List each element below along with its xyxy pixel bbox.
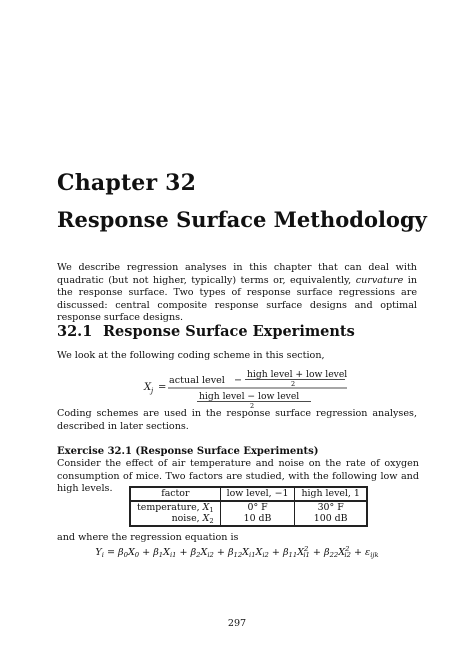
regression-intro: and where the regression equation is: [57, 532, 239, 543]
intro-text-before: We describe regression analyses in this chapter that can deal with quadratic (but not higher, typically) terms or, equivalently,: [57, 262, 417, 286]
formula-lhs-var: X: [144, 382, 152, 393]
formula-high-minus-low: high level − low level: [199, 391, 300, 402]
regression-equation: $Y_i = \beta_0X_0 + \beta_1X_{i1} + \beta_2X_{i2} + \beta_{12}X_{i1}X_{i2} + \beta_{11}X^2_{i1} + \beta_{22}X^2_{i2} + \varepsilon_{ijk}$: [95, 545, 379, 559]
chapter-title: Response Surface Methodology: [57, 207, 427, 232]
table-header-row: [130, 487, 367, 501]
section-title: Response Surface Experiments: [103, 323, 355, 340]
factor-levels-table: [129, 486, 368, 527]
exercise-heading: Exercise 32.1 (Response Surface Experiments): [57, 446, 319, 457]
intro-paragraph: [57, 262, 417, 325]
exercise-body: Consider the effect of air temperature and noise on the rate of oxygen consumption of mice. Two factors are studied, with the following low and high levels.: [57, 458, 419, 495]
table-row: [130, 513, 367, 526]
table-cell-factor: [130, 513, 220, 526]
table-cell-low: 10 dB: [220, 513, 295, 526]
page-number: 297: [227, 618, 247, 629]
coding-formula: [0, 366, 474, 410]
coding-schemes-paragraph: Coding schemes are used in the response surface regression analyses, described in later sections.: [57, 408, 417, 432]
formula-lower-denominator: 2: [250, 402, 255, 410]
section-number: 32.1: [57, 323, 93, 340]
table-cell-factor: [130, 501, 220, 514]
table-header-cell: low level, −1: [220, 487, 295, 501]
formula-equals: =: [158, 382, 167, 393]
table-header-cell: factor: [130, 487, 220, 501]
section-heading: [57, 323, 355, 340]
factor-name: noise,: [171, 513, 203, 525]
factor-name: temperature,: [137, 501, 203, 513]
factor-sub: 2: [209, 517, 214, 526]
table-cell-low: 0° F: [220, 501, 295, 514]
formula-inner-denominator: 2: [291, 380, 296, 388]
intro-text-after: in the response surface. Two types of response surface regressions are discussed: central composite response surface designs and optimal response surface designs.: [57, 274, 417, 324]
formula-actual-level: actual level: [169, 375, 225, 386]
table-row: [130, 501, 367, 514]
table-header-cell: high level, 1: [295, 487, 367, 501]
formula-lhs-sub: j: [151, 387, 154, 395]
formula-minus: −: [234, 375, 243, 386]
chapter-label: Chapter 32: [57, 170, 197, 196]
intro-emphasis: curvature: [355, 274, 404, 286]
formula-high-plus-low: high level + low level: [247, 369, 348, 380]
table-cell-high: 100 dB: [313, 513, 348, 525]
factor-var: X: [202, 513, 210, 525]
table-cell-high: 30° F: [317, 501, 344, 513]
coding-intro: We look at the following coding scheme in this section,: [57, 350, 325, 361]
factor-sub: 1: [209, 505, 214, 514]
factor-var: X: [202, 501, 210, 513]
